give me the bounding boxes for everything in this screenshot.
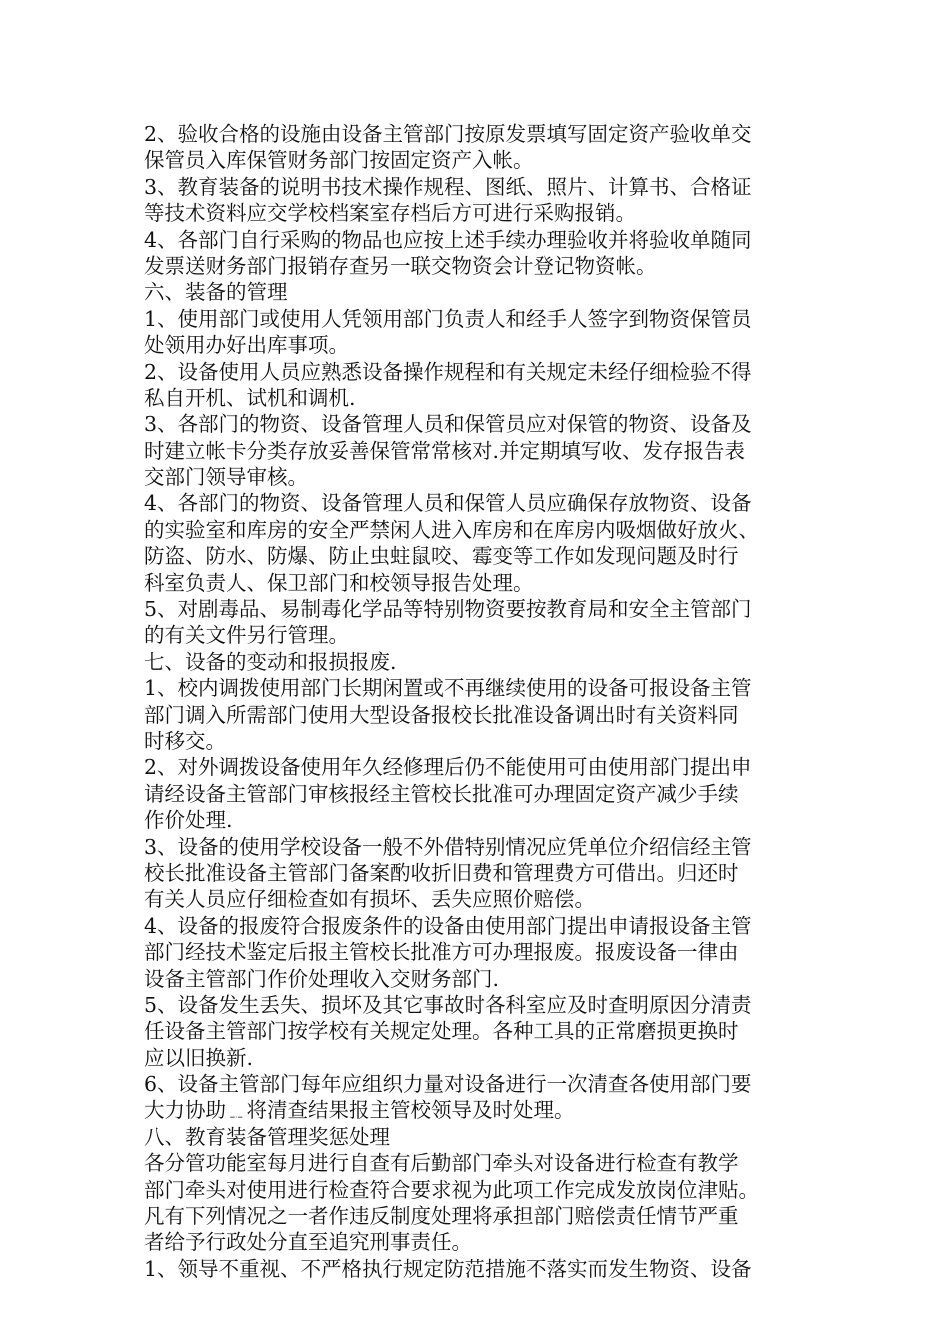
- text-line: 的有关文件另行管理。: [144, 623, 349, 648]
- text-line: 等技术资料应交学校档案室存档后方可进行采购报销。: [144, 201, 636, 226]
- text-line: 5、设备发生丢失、损坏及其它事故时各科室应及时查明原因分清责: [144, 992, 752, 1017]
- text-line: 时建立帐卡分类存放妥善保管常常核对.并定期填写收、发存报告表: [144, 438, 746, 463]
- text-line: 的实验室和库房的安全严禁闲人进入库房和在库房内吸烟做好放火、: [144, 517, 759, 542]
- text-line: 部门牵头对使用进行检查符合要求视为此项工作完成发放岗位津贴。: [144, 1177, 759, 1202]
- text-line: 2、验收合格的设施由设备主管部门按原发票填写固定资产验收单交: [144, 122, 752, 146]
- text-line: 1、使用部门或使用人凭领用部门负责人和经手人签字到物资保管员: [144, 306, 752, 331]
- text-line: 3、设备的使用学校设备一般不外借特别情况应凭单位介绍信经主管: [144, 834, 752, 859]
- text-line: 设备主管部门作价处理收入交财务部门.: [144, 966, 500, 991]
- text-line: 4、各部门的物资、设备管理人员和保管人员应确保存放物资、设备: [144, 491, 752, 516]
- text-line: 2、对外调拨设备使用年久经修理后仍不能使用可由使用部门提出申: [144, 755, 752, 780]
- text-line: 七、设备的变动和报损报废.: [144, 649, 397, 674]
- text-line: 八、教育装备管理奖惩处理: [144, 1124, 390, 1149]
- text-line: 校长批准设备主管部门备案酌收折旧费和管理费方可借出。归还时: [144, 860, 739, 885]
- text-line: 科室负责人、保卫部门和校领导报告处理。: [144, 570, 534, 595]
- text-line: 发票送财务部门报销存查另一联交物资会计登记物资帐。: [144, 253, 657, 278]
- text-line: 部门调入所需部门使用大型设备报校长批准设备调出时有关资料同: [144, 702, 739, 727]
- text-line: 大力协助﹎将清查结果报主管校领导及时处理。: [144, 1098, 575, 1123]
- text-line: 6、设备主管部门每年应组织力量对设备进行一次清查各使用部门要: [144, 1072, 752, 1097]
- text-line: 各分管功能室每月进行自查有后勤部门牵头对设备进行检查有教学: [144, 1151, 739, 1176]
- text-line: 防盗、防水、防爆、防止虫蛀鼠咬、霉变等工作如发现问题及时行: [144, 544, 739, 569]
- text-line: 请经设备主管部门审核报经主管校长批准可办理固定资产减少手续: [144, 781, 739, 806]
- text-line: 私自开机、试机和调机.: [144, 385, 356, 410]
- document-body: [144, 121, 814, 1282]
- text-line: 有关人员应仔细检查如有损坏、丢失应照价赔偿。: [144, 887, 595, 912]
- text-line: 2、设备使用人员应熟悉设备操作规程和有关规定未经仔细检验不得: [144, 359, 752, 384]
- text-line: 者给予行政处分直至追究刑事责任。: [144, 1230, 472, 1255]
- text-line: 部门经技术鉴定后报主管校长批准方可办理报废。报废设备一律由: [144, 940, 739, 965]
- text-line: 5、对剧毒品、易制毒化学品等特别物资要按教育局和安全主管部门: [144, 597, 752, 622]
- text-line: 3、各部门的物资、设备管理人员和保管员应对保管的物资、设备及: [144, 412, 752, 437]
- text-line: 作价处理.: [144, 808, 233, 833]
- text-line: 凡有下列情况之一者作违反制度处理将承担部门赔偿责任情节严重: [144, 1204, 739, 1229]
- text-line: 4、各部门自行采购的物品也应按上述手续办理验收并将验收单随同: [144, 227, 752, 252]
- text-line: 六、装备的管理: [144, 280, 288, 305]
- text-line: 应以旧换新.: [144, 1045, 254, 1070]
- text-line: 1、领导不重视、不严格执行规定防范措施不落实而发生物资、设备: [144, 1256, 752, 1281]
- text-line: 1、校内调拨使用部门长期闲置或不再继续使用的设备可报设备主管: [144, 676, 752, 701]
- text-line: 时移交。: [144, 728, 226, 753]
- text-line: 4、设备的报废符合报废条件的设备由使用部门提出申请报设备主管: [144, 913, 752, 938]
- text-line: 3、教育装备的说明书技术操作规程、图纸、照片、计算书、合格证: [144, 174, 752, 199]
- text-line: 任设备主管部门按学校有关规定处理。各种工具的正常磨损更换时: [144, 1019, 739, 1044]
- text-line: 交部门领导审核。: [144, 465, 308, 490]
- text-line: 保管员入库保管财务部门按固定资产入帐。: [144, 148, 534, 173]
- text-line: 处领用办好出库事项。: [144, 333, 349, 358]
